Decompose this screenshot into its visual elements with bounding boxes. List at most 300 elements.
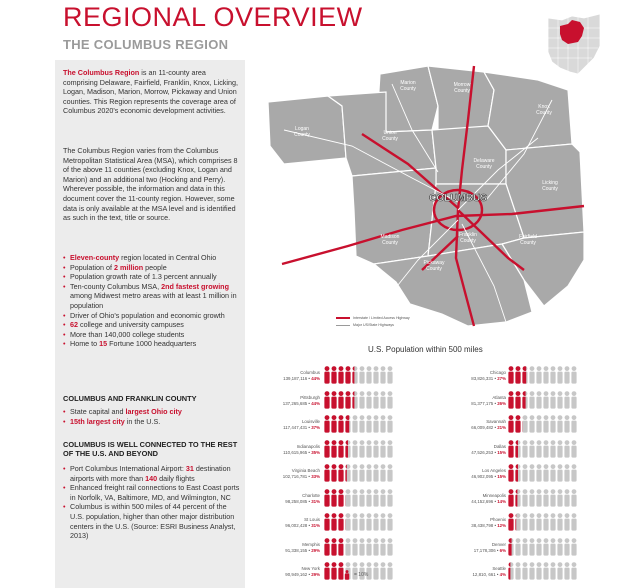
city-population: 38,438,798 • 12% — [471, 523, 506, 528]
city-icon-row — [324, 464, 396, 482]
person-icon — [331, 366, 336, 383]
county-marion — [378, 66, 438, 132]
person-icon — [338, 391, 343, 408]
city-label — [444, 444, 506, 456]
person-icon — [557, 366, 562, 383]
fact-text: among Midwest metro areas with at least 1 million in population — [70, 291, 237, 310]
person-icon — [338, 464, 343, 481]
person-icon — [338, 366, 343, 383]
fact-item — [63, 263, 241, 273]
connected-text: daily flights — [157, 473, 195, 483]
intro-lead: The Columbus Region — [63, 68, 140, 77]
person-icon — [366, 489, 371, 506]
person-icon — [359, 391, 364, 408]
franklin-item — [63, 417, 241, 427]
city-icon-row — [324, 513, 396, 531]
person-icon — [508, 366, 513, 383]
fact-item — [63, 282, 241, 311]
city-population: 102,716,781 • 33% — [282, 474, 320, 479]
city-population: 110,615,965 • 35% — [283, 449, 320, 455]
fact-text: Ten-county Columbus MSA, — [70, 281, 162, 291]
city-label — [444, 419, 506, 431]
person-icon — [536, 464, 541, 481]
city-population: 90,949,162 • 29% — [285, 572, 320, 577]
person-icon — [380, 440, 385, 457]
city-label — [258, 468, 320, 480]
city-name: Charlotte — [302, 492, 320, 498]
fact-highlight: 2 million — [113, 262, 144, 272]
franklin-highlight: 15th largest city — [70, 416, 125, 426]
fact-item — [63, 253, 241, 263]
connected-list — [63, 464, 241, 541]
person-icon — [380, 538, 385, 555]
person-icon — [338, 415, 343, 432]
city-icon-row — [508, 513, 580, 531]
city-percent: 15% — [497, 449, 506, 455]
city-label — [258, 395, 320, 407]
city-name: Louisville — [301, 419, 320, 424]
person-icon — [508, 513, 513, 530]
person-icon — [550, 562, 555, 579]
city-percent: 4% — [499, 572, 506, 577]
city-label — [444, 395, 506, 407]
person-icon — [536, 489, 541, 506]
city-name: Dallas — [493, 443, 506, 449]
person-icon — [529, 464, 534, 481]
person-icon — [508, 489, 513, 506]
city-label — [444, 493, 506, 505]
person-icon — [352, 391, 357, 408]
city-label — [444, 566, 506, 578]
city-name: Chicago — [489, 370, 506, 375]
county-madison — [352, 168, 436, 264]
person-icon — [324, 562, 329, 579]
person-icon — [529, 538, 534, 555]
person-icon — [324, 366, 329, 383]
person-icon — [529, 513, 534, 530]
city-icon-row — [324, 440, 396, 458]
person-icon — [515, 415, 520, 432]
person-icon — [373, 366, 378, 383]
person-icon — [324, 489, 329, 506]
person-icon — [380, 562, 385, 579]
person-icon — [331, 464, 336, 481]
city-percent: 35% — [311, 449, 320, 455]
person-icon — [557, 538, 562, 555]
person-icon — [373, 391, 378, 408]
intro-paragraph — [63, 68, 241, 116]
city-icon-row — [508, 440, 580, 458]
person-icon — [536, 415, 541, 432]
person-icon — [557, 464, 562, 481]
fact-highlight: 2nd fastest growing — [161, 281, 229, 291]
person-icon — [522, 513, 527, 530]
person-icon — [366, 366, 371, 383]
city-label — [258, 419, 320, 431]
person-icon — [564, 489, 569, 506]
person-icon — [380, 415, 385, 432]
person-icon — [387, 440, 392, 457]
person-icon — [557, 489, 562, 506]
city-name: Savannah — [486, 419, 506, 424]
connected-highlight: 31 — [185, 464, 194, 473]
person-icon — [571, 366, 576, 383]
page-title: REGIONAL OVERVIEW — [63, 2, 363, 32]
fact-item — [63, 272, 241, 282]
city-name: Minneapolis — [482, 492, 506, 498]
fact-text: Population growth rate of 1.3 percent annually — [70, 272, 217, 282]
city-label — [444, 517, 506, 529]
county-shapes — [268, 66, 584, 326]
person-icon — [550, 513, 555, 530]
person-icon — [522, 366, 527, 383]
person-icon — [536, 538, 541, 555]
county-label-2: Logan County — [294, 126, 310, 138]
person-icon — [331, 562, 336, 579]
city-population: 98,258,085 • 31% — [285, 498, 320, 504]
city-label — [444, 468, 506, 480]
city-population: 139,187,116 • 44% — [283, 376, 320, 381]
person-icon — [564, 464, 569, 481]
person-icon — [373, 513, 378, 530]
person-icon — [571, 391, 576, 408]
connected-item — [63, 464, 241, 483]
person-icon — [557, 415, 562, 432]
city-name: Phoenix — [490, 517, 506, 522]
person-icon — [324, 415, 329, 432]
franklin-text: State capital and — [70, 407, 126, 416]
person-icon — [324, 464, 329, 481]
person-icon — [359, 366, 364, 383]
person-icon — [387, 415, 392, 432]
city-icon-row — [508, 464, 580, 482]
person-icon — [380, 513, 385, 530]
person-icon — [359, 513, 364, 530]
fact-text: Population of — [70, 262, 114, 272]
city-percent: 15% — [497, 474, 506, 479]
person-icon — [508, 464, 513, 481]
person-icon — [529, 440, 534, 457]
city-label — [258, 542, 320, 554]
fact-highlight: 15 — [99, 339, 108, 349]
person-icon — [352, 366, 357, 383]
city-population: 47,526,253 • 15% — [471, 449, 506, 455]
map-legend — [336, 316, 410, 330]
person-icon — [522, 391, 527, 408]
city-icon-row — [508, 538, 580, 556]
city-percent: 21% — [497, 425, 506, 430]
person-icon — [373, 415, 378, 432]
city-name: Seattle — [492, 566, 506, 571]
city-name: Atlanta — [492, 394, 506, 400]
city-percent: 33% — [311, 474, 320, 479]
connected-text: Port Columbus International Airport: — [70, 464, 186, 473]
connected-item — [63, 502, 241, 540]
person-icon — [522, 562, 527, 579]
person-icon — [324, 513, 329, 530]
county-label-3: Union County — [382, 130, 398, 142]
city-name: Columbus — [300, 370, 320, 375]
person-icon — [543, 415, 548, 432]
person-icon — [338, 538, 343, 555]
fact-text: Fortune 1000 headquarters — [107, 339, 197, 349]
connected-text: Columbus is within 500 miles of 44 percent of the U.S. population, higher than other major distribution centers in the U.S. (Source: ESRI Business Analyst, 2013) — [70, 502, 236, 541]
city-population: 12,810, 661 • 4% — [472, 572, 506, 577]
person-icon — [366, 415, 371, 432]
person-icon — [543, 440, 548, 457]
city-name: Denver — [491, 541, 506, 547]
person-icon — [550, 538, 555, 555]
person-icon — [387, 513, 392, 530]
fact-item — [63, 320, 241, 330]
city-icon-row — [324, 489, 396, 507]
county-label-10: Pickaway County — [423, 260, 445, 272]
person-icon — [366, 391, 371, 408]
person-icon — [515, 391, 520, 408]
person-icon — [543, 562, 548, 579]
city-percent: 31% — [311, 523, 320, 528]
person-icon — [557, 513, 562, 530]
person-icon — [324, 391, 329, 408]
city-percent: 44% — [311, 400, 320, 406]
fact-text: region located in Central Ohio — [119, 253, 217, 262]
person-icon — [543, 513, 548, 530]
city-percent: 29% — [311, 572, 320, 577]
person-icon — [508, 415, 513, 432]
connected-text: Enhanced freight rail connections to East Coast ports in Norfolk, VA, Baltimore, MD, and Wilmington, NC — [70, 483, 240, 502]
fact-text: people — [143, 262, 167, 272]
person-icon — [359, 538, 364, 555]
person-icon — [522, 440, 527, 457]
fact-item — [63, 330, 241, 340]
person-icon — [345, 415, 350, 432]
intro-text: is an 11-county area comprising Delaware, Fairfield, Franklin, Knox, Licking, Logan, Madison, Marion, Morrow, Pickaway and Union counties. This Region represents the coverage area of Columbus 2020's economic development activities. — [63, 68, 238, 116]
person-icon — [564, 538, 569, 555]
city-name: Virginia Beach — [291, 468, 320, 473]
person-icon — [331, 538, 336, 555]
city-icon-row — [508, 489, 580, 507]
person-icon — [571, 464, 576, 481]
city-label — [258, 444, 320, 456]
chart-footnote — [344, 570, 368, 580]
person-icon — [373, 464, 378, 481]
person-icon — [550, 415, 555, 432]
person-icon — [515, 489, 520, 506]
city-population: 137,265,685 • 44% — [282, 400, 320, 406]
person-icon — [536, 366, 541, 383]
city-name: St Louis — [304, 517, 320, 522]
person-icon — [359, 440, 364, 457]
city-icon-row — [508, 366, 580, 384]
person-icon — [522, 464, 527, 481]
person-icon — [338, 440, 343, 457]
person-icon — [522, 415, 527, 432]
person-icon — [380, 366, 385, 383]
city-percent: 27% — [497, 376, 506, 381]
person-icon — [515, 513, 520, 530]
city-label — [258, 493, 320, 505]
person-icon — [571, 415, 576, 432]
person-icon — [345, 440, 350, 457]
person-icon — [529, 366, 534, 383]
fact-text: More than 140,000 college students — [70, 329, 185, 339]
person-icon — [366, 538, 371, 555]
person-icon — [522, 538, 527, 555]
person-icon — [324, 440, 329, 457]
city-icon-row — [324, 391, 396, 409]
person-icon — [387, 562, 392, 579]
person-icon — [508, 538, 513, 555]
city-label — [444, 370, 506, 382]
person-icon — [550, 391, 555, 408]
city-label — [444, 542, 506, 554]
county-delaware — [432, 126, 506, 184]
county-label-6: Licking County — [542, 180, 558, 192]
county-label-9: Fairfield County — [519, 234, 537, 246]
person-icon — [344, 570, 350, 580]
city-percent: 29% — [311, 547, 320, 553]
chart-title: U.S. Population within 500 miles — [368, 345, 483, 354]
columbus-region-map — [262, 60, 634, 330]
person-icon — [338, 513, 343, 530]
person-icon — [571, 538, 576, 555]
person-icon — [571, 440, 576, 457]
person-icon — [536, 562, 541, 579]
person-icon — [338, 562, 343, 579]
person-icon — [359, 464, 364, 481]
county-label-0: Marion County — [400, 80, 416, 92]
person-icon — [338, 489, 343, 506]
county-label-4: Knox County — [536, 104, 552, 116]
fact-text: college and university campuses — [78, 320, 184, 330]
person-icon — [557, 391, 562, 408]
person-icon — [571, 489, 576, 506]
person-icon — [387, 464, 392, 481]
person-icon — [359, 415, 364, 432]
connected-text: destination airports with more than — [70, 464, 231, 483]
fact-text: Driver of Ohio's population and economic growth — [70, 310, 225, 320]
person-icon — [543, 391, 548, 408]
person-icon — [515, 538, 520, 555]
fact-item — [63, 311, 241, 321]
county-label-1: Morrow County — [453, 82, 471, 94]
person-icon — [345, 489, 350, 506]
person-icon — [331, 513, 336, 530]
city-population: 17,178,306 • 6% — [473, 547, 506, 553]
person-icon — [352, 415, 357, 432]
fact-item — [63, 339, 241, 349]
footnote-text: = 10% — [354, 572, 369, 578]
city-percent: 14% — [497, 498, 506, 504]
city-percent: 26% — [497, 400, 506, 406]
person-icon — [352, 513, 357, 530]
person-icon — [515, 366, 520, 383]
city-label — [258, 517, 320, 529]
person-icon — [345, 538, 350, 555]
person-icon — [529, 489, 534, 506]
fact-highlight: 62 — [70, 320, 78, 330]
city-population: 46,902,095 • 15% — [471, 474, 506, 479]
city-population: 81,377,175 • 26% — [471, 400, 506, 406]
county-label-8: Franklin County — [459, 232, 477, 244]
person-icon — [529, 415, 534, 432]
person-icon — [373, 562, 378, 579]
city-population: 83,826,331 • 27% — [471, 376, 506, 381]
person-icon — [387, 366, 392, 383]
city-population: 91,338,155 • 29% — [285, 547, 320, 553]
person-icon — [550, 489, 555, 506]
county-morrow — [428, 66, 494, 132]
person-icon — [536, 391, 541, 408]
city-name: Indianapolis — [296, 443, 320, 449]
legend-interstate: Interstate / Limited Access Highway — [353, 316, 410, 320]
franklin-list — [63, 407, 241, 426]
franklin-heading: COLUMBUS AND FRANKLIN COUNTY — [63, 394, 197, 403]
person-icon — [380, 391, 385, 408]
fact-text: Home to — [70, 339, 100, 349]
person-icon — [529, 391, 534, 408]
person-icon — [557, 562, 562, 579]
fact-highlight: Eleven-county — [70, 253, 120, 262]
city-percent: 31% — [311, 498, 320, 504]
person-icon — [550, 440, 555, 457]
person-icon — [550, 366, 555, 383]
person-icon — [324, 538, 329, 555]
person-icon — [508, 440, 513, 457]
city-icon-row — [324, 366, 396, 384]
city-icon-row — [324, 538, 396, 556]
franklin-text: in the U.S. — [124, 416, 161, 426]
person-icon — [515, 464, 520, 481]
city-percent: 37% — [311, 425, 320, 430]
person-icon — [564, 513, 569, 530]
person-icon — [557, 440, 562, 457]
city-population: 44,152,696 • 14% — [471, 498, 506, 504]
msa-paragraph: The Columbus Region varies from the Columbus Metropolitan Statistical Area (MSA), which comprises 8 of the above 11 counties (excluding Knox, Logan and Marion) and an additional two (Hocking and Perry). Wherever possible, the information and data in this document cover the 11-county region. However, some data is only available at the MSA level and is identified as such in the text, title or source. — [63, 146, 238, 223]
connected-highlight: 140 — [145, 473, 158, 483]
city-name: Memphis — [302, 541, 320, 547]
person-icon — [366, 464, 371, 481]
city-icon-row — [508, 391, 580, 409]
person-icon — [508, 391, 513, 408]
person-icon — [550, 464, 555, 481]
facts-list — [63, 253, 241, 349]
connected-item — [63, 483, 241, 502]
person-icon — [352, 440, 357, 457]
person-icon — [529, 562, 534, 579]
city-name: New York — [301, 566, 320, 571]
person-icon — [536, 513, 541, 530]
person-icon — [380, 464, 385, 481]
person-icon — [564, 562, 569, 579]
person-icon — [536, 440, 541, 457]
person-icon — [352, 489, 357, 506]
person-icon — [543, 489, 548, 506]
person-icon — [345, 464, 350, 481]
city-population: 66,009,482 • 21% — [471, 425, 506, 430]
city-icon-row — [508, 415, 580, 433]
person-icon — [373, 440, 378, 457]
city-percent: 12% — [497, 523, 506, 528]
city-percent: 44% — [311, 376, 320, 381]
person-icon — [508, 562, 513, 579]
person-icon — [571, 513, 576, 530]
county-label-7: Madison County — [380, 234, 400, 246]
city-icon-row — [324, 415, 396, 433]
person-icon — [543, 538, 548, 555]
person-icon — [345, 366, 350, 383]
person-icon — [359, 489, 364, 506]
